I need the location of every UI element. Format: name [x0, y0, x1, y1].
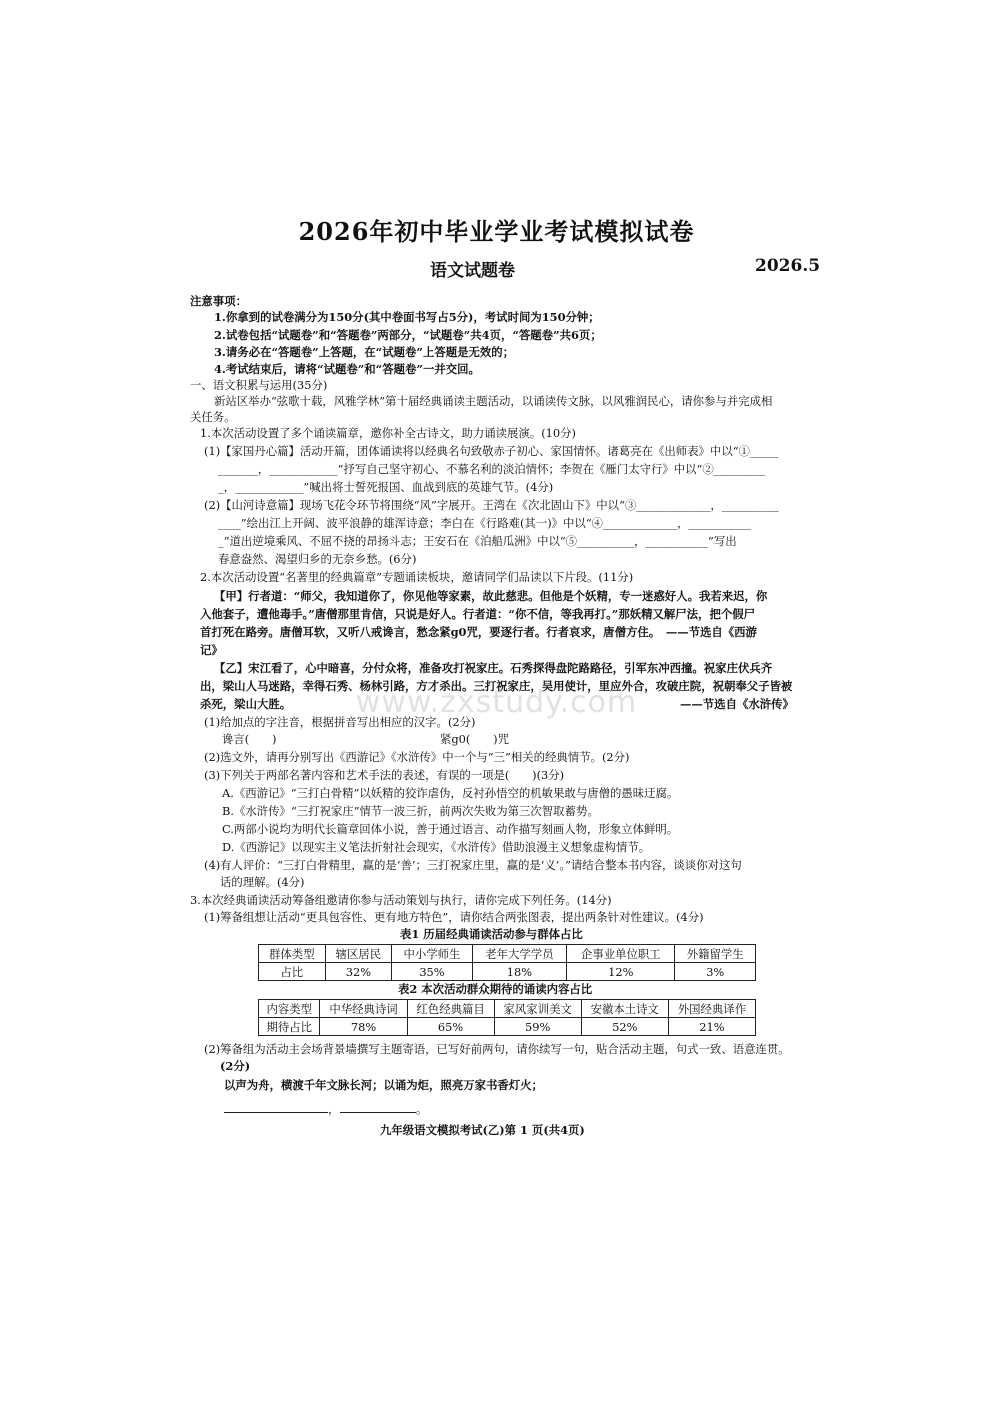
exam-date: 2026.5 [755, 256, 821, 276]
table-cell: 32% [325, 963, 392, 981]
q2-option-d: D.《西游记》以现实主义笔法折射社会现实，《水浒传》借助浪漫主义想象虚构情节。 [222, 840, 651, 854]
section-heading: 一、语文积累与运用(35分) [190, 378, 328, 392]
table-cell: 企事业单位职工 [567, 945, 675, 963]
q2-stem: 2.本次活动设置“名著里的经典篇章”专题诵读板块，邀请同学们品读以下片段。(11分) [200, 570, 634, 584]
q2-option-a: A.《西游记》“三打白骨精”以妖精的狡诈虐伪，反衬孙悟空的机敏果敢与唐僧的愚昧迂腐。 [222, 786, 679, 800]
note-item-3: 3.请务必在“答题卷”上答题，在“试题卷”上答题是无效的； [214, 345, 515, 359]
table1 [258, 944, 756, 981]
table-cell: 52% [581, 1018, 668, 1036]
excerpt-yi-line3: 杀死，梁山大胜。 [200, 697, 292, 711]
section-intro-line2: 关任务。 [190, 410, 236, 424]
table-cell: 外籍留学生 [675, 945, 756, 963]
table-cell: 中华经典诗词 [320, 1000, 407, 1018]
q1-part2-line2: ____”绘出江上开阔、波平浪静的雄浑诗意；李白在《行路难(其一)》中以“④_____________，___________ [218, 516, 752, 530]
table-cell: 65% [407, 1018, 494, 1036]
q2-sub1-item-b: 紧g0( )咒 [440, 732, 509, 746]
note-item-1: 1.你拿到的试卷满分为150分(其中卷面书写占5分)，考试时间为150分钟； [214, 310, 600, 324]
table-cell: 35% [392, 963, 473, 981]
q1-part1-line3: _，____________”喊出将士誓死报国、血战到底的英雄气节。(4分) [218, 480, 554, 494]
page-title: 2026年初中毕业学业考试模拟试卷 [298, 217, 695, 246]
notes-heading: 注意事项： [190, 294, 247, 308]
q2-sub2: (2)选文外，请再分别写出《西游记》《水浒传》中一个与“三”相关的经典情节。(2分) [204, 750, 630, 764]
excerpt-jia-line2: 入他套子，遭他毒手。”唐僧那里肯信，只说是好人。行者道：“你不信，等我再打。”那妖精又解尸法，把个假尸 [200, 607, 756, 621]
table-cell: 3% [675, 963, 756, 981]
note-item-2: 2.试卷包括“试题卷”和“答题卷”两部分，“试题卷”共4页，“答题卷”共6页； [214, 328, 602, 342]
answer-period: 。 [416, 1102, 428, 1116]
q1-stem: 1.本次活动设置了多个诵读篇章，邀你补全古诗文，助力诵读展演。(10分) [200, 426, 576, 440]
section-intro-line1: 新站区举办“弦歌十载，风雅学林”第十届经典诵读主题活动，以诵读传文脉，以风雅润民心，请你参与并完成相 [214, 394, 773, 408]
answer-blank-1 [224, 1112, 328, 1113]
q2-option-c: C.两部小说均为明代长篇章回体小说，善于通过语言、动作描写刻画人物，形象立体鲜明。 [222, 822, 679, 836]
page-footer: 九年级语文模拟考试(乙)第 1 页(共4页) [380, 1123, 585, 1137]
watermark-logo: www.zxstudy.com [355, 685, 638, 720]
table-cell: 老年大学学员 [472, 945, 566, 963]
excerpt-yi-line2: 出，梁山人马迷路，幸得石秀、杨林引路，方才杀出。三打祝家庄，吴用使计，里应外合，攻破庄院，祝朝奉父子皆被 [200, 679, 793, 693]
table2-data-row [259, 1018, 756, 1036]
table-cell: 期待占比 [259, 1018, 320, 1036]
table-cell: 78% [320, 1018, 407, 1036]
table1-data-row [259, 963, 756, 981]
table-cell: 群体类型 [259, 945, 326, 963]
table-cell: 12% [567, 963, 675, 981]
answer-comma: ， [328, 1102, 340, 1116]
q3-sub2: (2)筹备组为活动主会场背景墙撰写主题寄语，已写好前两句，请你续写一句，贴合活动主题，句式一致、语意连贯。 [204, 1042, 790, 1056]
q3-sub1: (1)筹备组想让活动“更具包容性、更有地方特色”，请你结合两张图表，提出两条针对性建议。(4分) [204, 910, 704, 924]
q1-part2-line3: _”道出逆境乘风、不屈不挠的昂扬斗志；王安石在《泊船瓜洲》中以“⑤__________，___________”写出 [218, 534, 737, 548]
q1-part1-line1: (1)【家国丹心篇】活动开篇，团体诵读将以经典名句致敬赤子初心、家国情怀。诸葛亮在《出师表》中以“①_____ [204, 444, 779, 458]
table-cell: 家风家训美文 [494, 1000, 581, 1018]
table1-caption: 表1 历届经典诵读活动参与群体占比 [400, 927, 583, 941]
table2-caption: 表2 本次活动群众期待的诵读内容占比 [398, 982, 593, 996]
table2-header-row [259, 1000, 756, 1018]
excerpt-jia-line1: 【甲】行者道：“师父，我知道你了，你见他等家素，故此慈悲。但他是个妖精，专一迷惑好人。我若来迟，你 [214, 589, 768, 603]
table-cell: 内容类型 [259, 1000, 320, 1018]
q1-part2-line1: (2)【山河诗意篇】现场飞花令环节将围绕“风”字展开。王湾在《次北固山下》中以“③_____________，__________ [204, 498, 779, 512]
q2-option-b: B.《水浒传》“三打祝家庄”情节一波三折，前两次失败为第三次智取蓄势。 [222, 804, 599, 818]
table1-header-row [259, 945, 756, 963]
q2-sub1-item-a: 谗言( ) [222, 732, 277, 746]
q2-sub1: (1)给加点的字注音，根据拼音写出相应的汉字。(2分) [204, 715, 476, 729]
q1-part2-line4: 春意盎然、渴望归乡的无奈乡愁。(6分) [218, 552, 417, 566]
excerpt-yi-line1: 【乙】宋江看了，心中暗喜，分付众将，准备攻打祝家庄。石秀探得盘陀路路径，引军东冲西撞。祝家庄伏兵齐 [214, 661, 773, 675]
q1-part1-line2: _______，____________”抒写自己坚守初心、不慕名利的淡泊情怀；李贺在《雁门太守行》中以“②_________ [218, 462, 766, 476]
table-cell: 中小学师生 [392, 945, 473, 963]
answer-blank-2 [340, 1112, 416, 1113]
table-cell: 红色经典篇目 [407, 1000, 494, 1018]
table-cell: 18% [472, 963, 566, 981]
table-cell: 辖区居民 [325, 945, 392, 963]
q2-sub3: (3)下列关于两部名著内容和艺术手法的表述，有误的一项是( )(3分) [204, 768, 565, 782]
given-sentences: 以声为舟，横渡千年文脉长河；以诵为炬，照亮万家书香灯火； [224, 1078, 543, 1092]
excerpt-yi-source: ——节选自《水浒传》 [680, 697, 794, 711]
table-cell: 安徽本土诗文 [581, 1000, 668, 1018]
q2-sub4-line2: 话的理解。(4分) [220, 875, 305, 889]
q3-stem: 3.本次经典诵读活动筹备组邀请你参与活动策划与执行，请你完成下列任务。(14分) [190, 893, 612, 907]
table-cell: 占比 [259, 963, 326, 981]
table-cell: 59% [494, 1018, 581, 1036]
paper-subtitle: 语文试题卷 [430, 261, 515, 281]
excerpt-jia-line3: 首打死在路旁。唐僧耳软，又听八戒谗言，愁念紧g0咒，要逐行者。行者哀求，唐僧方住。 ——节选自《西游 [200, 625, 757, 639]
excerpt-jia-line4: 记》 [200, 643, 223, 657]
q2-sub4-line1: (4)有人评价：“三打白骨精里，赢的是‘善’；三打祝家庄里，赢的是‘义’。”请结合整本书内容，谈谈你对这句 [204, 858, 742, 872]
q3-sub2-score: (2分) [220, 1059, 251, 1073]
table-cell: 外国经典译作 [668, 1000, 755, 1018]
table2 [258, 999, 756, 1036]
note-item-4: 4.考试结束后，请将“试题卷”和“答题卷”一并交回。 [214, 362, 480, 376]
table-cell: 21% [668, 1018, 755, 1036]
